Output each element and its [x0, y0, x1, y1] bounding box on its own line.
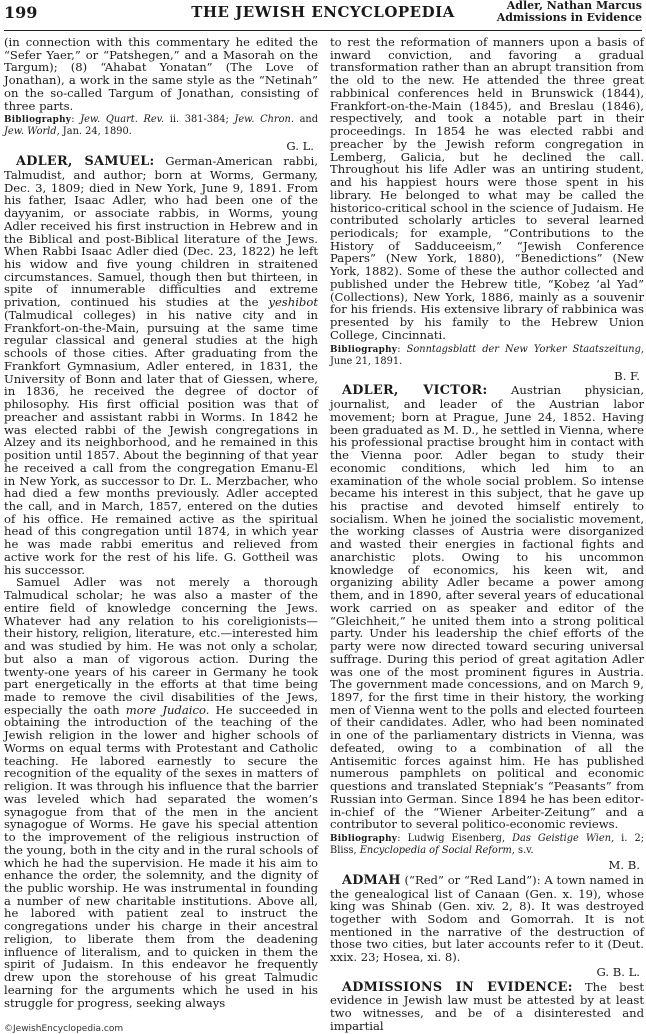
- page-range-end: Admissions in Evidence: [496, 11, 642, 24]
- author-signature: M. B.: [608, 858, 640, 873]
- bibliography-label: Bibliography: [330, 344, 398, 355]
- headword: ADMAH: [342, 872, 401, 888]
- page-number: 199: [4, 3, 38, 22]
- article-adler-victor: ADLER, VICTOR: Austrian physician, journalist, and leader of the Austrian labor movement; born at Prague, June 24, 1852. Having been graduated as M. D., he settled in Vienna, where his professional practise brought him in contact with the Vienna poor. Adler began to study their economic conditions, which led him to an examination of the whole social problem. So intense became his interest in this subject, that he gave up his practise and devoted himself entirely to socialism. When he joined the socialistic movement, the working classes of Austria were disorganized and wasted their energies in factional fights and anarchistic plots. Owing to his uncommon knowledge of economics, his keen wit, and organizing ability Adler became a power among them, and in 1890, after several years of educational work carried on as speaker and editor of the “Gleichheit,” he united them into a strong political party. Under his leadership the chief efforts of the party were now directed toward securing universal suffrage. During this period of great agitation Adler was one of the most prominent figures in Austria. The government made concessions, and on March 9, 1897, for the first time in their history, the working men of Vienna went to the polls and elected fourteen of their candidates. Adler, who had been nominated in one of the parliamentary districts in Vienna, was defeated, owing to a combination of all the Antisemitic forces against him. He has published numerous pamphlets on political and economic questions and translated Stepniak’s “Peasants” from Russian into German. Since 1894 he has been editor-in-chief of the “Wiener Arbeiter-Zeitung” and a contributor to several politico-economic reviews.: [330, 383, 644, 832]
- right-column: [330, 35, 644, 1033]
- continued-text: to rest the reformation of manners upon a basis of inward conviction, and favoring a gradual transformation rather than an abrupt transition from the old to the new. He attended the three great rabbinical conferences held in Brunswick (1844), Frankfort-on-the-Main (1845), and Breslau (1846), respectively, and took a notable part in their proceedings. In 1854 he was elected rabbi and preacher by the Jewish reform congregation in Lemberg, Galicia, but he declined the call. Throughout his life Adler was an untiring student, and his happiest hours were those spent in his library. He belonged to what may be called the historico-critical school in the science of Judaism. He contributed scholarly articles to several learned periodicals; for example, “Contributions to the History of Sadduceeism,” “Jewish Conference Papers” (New York, 1880), “Benedictions” (New York, 1882). Some of these the author collected and published under the Hebrew title, “Ḳobeẓ ‘al Yad” (Collections), New York, 1886, mainly as a souvenir for his friends. His extensive library of rabbinica was presented by his family to the Hebrew Union College, Cincinnati.: [330, 35, 644, 342]
- bibliography-label: Bibliography: [4, 115, 72, 126]
- author-signature: G. B. L.: [596, 964, 640, 979]
- bibliography: Bibliography: Ludwig Eisenberg, Das Geistige Wien, i. 2; Bliss, Encyclopedia of Social Reform, s.v.: [330, 833, 644, 857]
- article-admissions-in-evidence: ADMISSIONS IN EVIDENCE: The best evidence in Jewish law must be attested by at least two witnesses, and be of a disinterested and impartial: [330, 979, 644, 1033]
- author-signature: G. L.: [286, 139, 314, 154]
- paragraph: Samuel Adler was not merely a thorough Talmudical scholar; he was also a master of the entire field of knowledge concerning the Jews. Whatever had any relation to his coreligionists—their history, religion, literature, etc.—interested him and was studied by him. He was not only a scholar, but also a man of vigorous action. During the twenty-one years of his career in Germany he took part energetically in the efforts at that time being made to remove the civil disabilities of the Jews, especially the oath more Judaico. He succeeded in obtaining the introduction of the teaching of the Jewish religion in the lower and higher schools of Worms on equal terms with Protestant and Catholic teaching. He labored earnestly to secure the recognition of the equality of the sexes in matters of religion. It was through his influence that the barrier was leveled which had separated the women’s synagogue from that of the men in the ancient synagogue of Worms. He gave his special attention to the improvement of the religious instruction of the young, both in the city and in the rural schools of which he had the supervision. He made it his aim to enhance the order, the solemnity, and the dignity of the public worship. He was instrumental in founding a number of new charitable institutions. Above all, he labored with patient zeal to instruct the congregations under his charge in their ancestral religion, to liberate them from the deadening influence of literalism, and to quicken in them the spirit of Judaism. In this endeavor he frequently drew upon the storehouse of his great Talmudic learning for the arguments which he used in his struggle for progress, seeking always: [4, 575, 318, 1010]
- article-admah: ADMAH (“Red” or “Red Land”): A town named in the genealogical list of Canaan (Gen. x. 19), whose king was Shinab (Gen. xiv. 2, 8). It was destroyed together with Sodom and Gomorrah. It is not mentioned in the narrative of the destruction of those two cities, but later accounts refer to it (Deut. xxix. 23; Hosea, xi. 8).: [330, 872, 644, 965]
- article-adler-samuel: ADLER, SAMUEL: German-American rabbi, Talmudist, and author; born at Worms, Germany, Dec. 3, 1809; died in New York, June 9, 1891. From his father, Isaac Adler, who had been one of the dayyanim, or associate rabbis, in Worms, young Adler received his first instruction in Hebrew and in the Biblical and post-Biblical literature of the Jews. When Rabbi Isaac Adler died (Dec. 23, 1822) he left his widow and five young children in straitened circumstances. Samuel, though then but thirteen, in spite of innumerable difficulties and extreme privation, continued his studies at the yeshibot (Talmudical colleges) in his native city and in Frankfort-on-the-Main, pursuing at the same time regular classical and general studies at the high schools of those cities. After graduating from the Frankfort Gymnasium, Adler entered, in 1831, the University of Bonn and later that of Giessen, where, in 1836, he received the degree of doctor of philosophy. His first official position was that of preacher and assistant rabbi in Worms. In 1842 he was elected rabbi of the Jewish congregations in Alzey and its neighborhood, and he remained in this position until 1857. About the beginning of that year he received a call from the congregation Emanu-El in New York, as successor to Dr. L. Merzbacher, who had died a few months previously. Adler accepted the call, and in March, 1857, entered on the duties of his office. He remained active as the spiritual head of this congregation until 1874, in which year he was made rabbi emeritus and relieved from active work for the rest of his life. G. Gottheil was his successor.: [4, 154, 319, 577]
- headword: ADLER, VICTOR:: [342, 383, 488, 399]
- page-range: [497, 0, 642, 24]
- source-watermark: ©JewishEncyclopedia.com: [4, 1024, 124, 1034]
- bibliography-label: Bibliography: [330, 834, 398, 845]
- running-header: [4, 0, 642, 30]
- running-title: THE JEWISH ENCYCLOPEDIA: [191, 3, 455, 21]
- author-signature: B. F.: [614, 368, 640, 383]
- bibliography: Bibliography: Jew. Quart. Rev. ii. 381-384; Jew. Chron. and Jew. World, Jan. 24, 1890.: [4, 114, 318, 138]
- bibliography: Bibliography: Sonntagsblatt der New Yorker Staatszeitung, June 21, 1891.: [330, 343, 644, 367]
- headword: ADMISSIONS IN EVIDENCE:: [342, 979, 573, 995]
- left-column: [4, 36, 318, 1020]
- headword: ADLER, SAMUEL:: [16, 154, 155, 170]
- continued-text: (in connection with this commentary he edited the “Sefer Yaer,” or “Patshegen,” and a Masorah on the Targum); (8) “Ahabat Yonatan” (The Love of Jonathan), a work in the same style as the “Netinah” on the so-called Targum of Jonathan, consisting of three parts.: [4, 35, 318, 113]
- page-range-start: Adler, Nathan Marcus: [506, 0, 642, 12]
- header-rule: [4, 30, 642, 31]
